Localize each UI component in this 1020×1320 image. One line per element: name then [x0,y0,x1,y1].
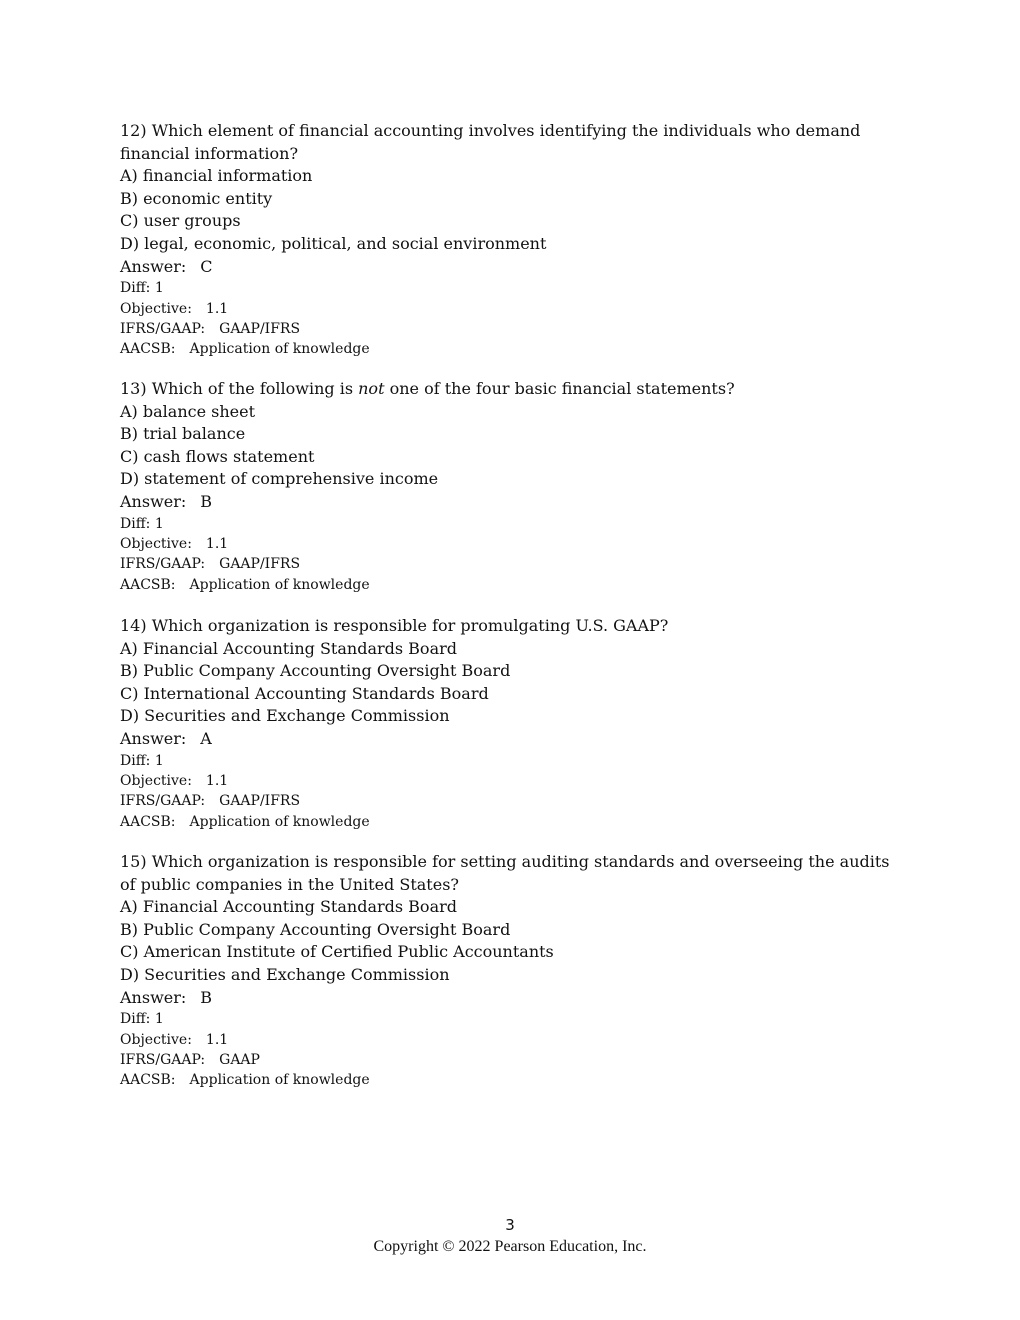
ifrs-gaap-value: GAAP/IFRS [219,793,301,810]
objective-line [120,1030,900,1050]
ifrs-gaap-line [120,319,900,339]
answer-line [120,987,900,1010]
question-stem [120,378,900,401]
aacsb-label: AACSB: [120,576,176,593]
objective-line [120,299,900,319]
aacsb-line [120,1070,900,1090]
aacsb-value: Application of knowledge [189,1072,370,1089]
option-b: B) trial balance [120,424,246,444]
option-c: C) International Accounting Standards Board [120,683,489,703]
ifrs-gaap-value: GAAP [219,1051,260,1068]
objective-value: 1.1 [205,1031,229,1048]
option-a: A) Financial Accounting Standards Board [120,638,457,658]
ifrs-gaap-label: IFRS/GAAP: [120,1051,206,1068]
answer-value: B [200,491,213,511]
objective-label: Objective: [120,1031,192,1048]
option-d: D) Securities and Exchange Commission [120,706,450,726]
aacsb-line [120,812,900,832]
answer-value: C [200,256,213,276]
copyright-notice: Copyright © 2022 Pearson Education, Inc. [373,1238,647,1255]
objective-label: Objective: [120,772,192,789]
difficulty: Diff: 1 [120,280,164,297]
option-a: A) balance sheet [120,401,256,421]
option-c: C) American Institute of Certified Public Accountants [120,942,554,962]
difficulty: Diff: 1 [120,752,164,769]
objective-value: 1.1 [205,772,229,789]
aacsb-line [120,575,900,595]
answer-line [120,491,900,514]
aacsb-label: AACSB: [120,341,176,358]
aacsb-value: Application of knowledge [189,813,370,830]
objective-line [120,771,900,791]
aacsb-line [120,339,900,359]
option-d: D) Securities and Exchange Commission [120,964,450,984]
stem-start: 13) Which of the following is [120,379,359,398]
answer-value: B [200,987,213,1007]
difficulty: Diff: 1 [120,1011,164,1028]
question-stem: 14) Which organization is responsible for promulgating U.S. GAAP? [120,616,669,635]
question-13 [120,378,900,595]
option-d: D) legal, economic, political, and social environment [120,233,547,253]
ifrs-gaap-label: IFRS/GAAP: [120,320,206,337]
question-12 [120,120,900,360]
ifrs-gaap-label: IFRS/GAAP: [120,793,206,810]
objective-line [120,534,900,554]
stem-emphasis: not [358,379,385,398]
ifrs-gaap-line [120,554,900,574]
ifrs-gaap-line [120,1050,900,1070]
aacsb-label: AACSB: [120,813,176,830]
answer-label: Answer: [120,491,187,511]
answer-label: Answer: [120,987,187,1007]
ifrs-gaap-value: GAAP/IFRS [219,556,301,573]
answer-label: Answer: [120,728,187,748]
question-15 [120,851,900,1091]
objective-value: 1.1 [205,300,229,317]
question-stem: 15) Which organization is responsible for setting auditing standards and overseeing the audits of public companies in the United States? [120,852,890,894]
option-c: C) cash flows statement [120,446,315,466]
objective-label: Objective: [120,535,192,552]
ifrs-gaap-line [120,791,900,811]
aacsb-value: Application of knowledge [189,576,370,593]
objective-label: Objective: [120,300,192,317]
answer-line [120,728,900,751]
answer-label: Answer: [120,256,187,276]
answer-value: A [200,728,212,748]
aacsb-label: AACSB: [120,1072,176,1089]
stem-end: one of the four basic financial statements? [384,379,735,398]
question-14 [120,615,900,832]
option-d: D) statement of comprehensive income [120,469,439,489]
option-b: B) economic entity [120,188,273,208]
page-number: 3 [505,1216,515,1234]
option-b: B) Public Company Accounting Oversight Board [120,919,511,939]
option-a: A) Financial Accounting Standards Board [120,897,457,917]
option-b: B) Public Company Accounting Oversight Board [120,661,511,681]
answer-line [120,256,900,279]
option-c: C) user groups [120,211,241,231]
ifrs-gaap-label: IFRS/GAAP: [120,556,206,573]
objective-value: 1.1 [205,535,229,552]
ifrs-gaap-value: GAAP/IFRS [219,320,301,337]
option-a: A) financial information [120,166,313,186]
aacsb-value: Application of knowledge [189,341,370,358]
difficulty: Diff: 1 [120,515,164,532]
question-stem: 12) Which element of financial accounting involves identifying the individuals who demand financial information? [120,121,861,163]
